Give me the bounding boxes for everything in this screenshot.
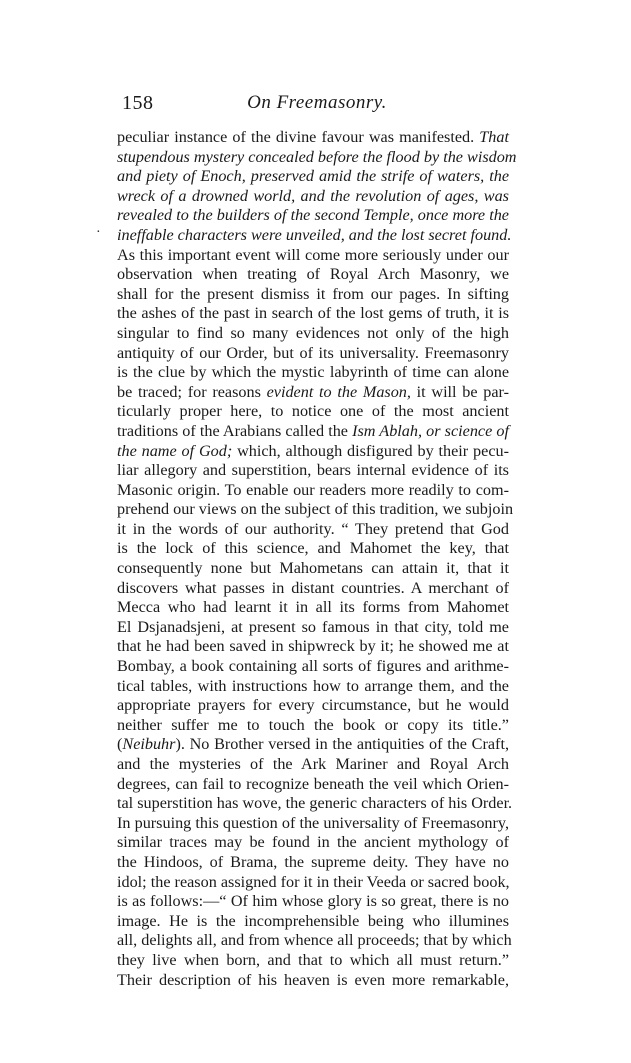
text-run: it will be par- bbox=[410, 382, 509, 401]
running-title: On Freemasonry. bbox=[247, 92, 387, 113]
text-run: antiquity of our Order, but of its universality. Freemasonry bbox=[117, 343, 509, 362]
text-line bbox=[117, 618, 509, 638]
italic-text-run: Neibuhr bbox=[122, 735, 176, 754]
text-line bbox=[117, 579, 509, 599]
text-run: singular to find so many evidences not only of the high bbox=[117, 323, 509, 342]
text-run: In pursuing this question of the universality of Freemasonry, bbox=[117, 813, 509, 832]
text-line bbox=[117, 951, 509, 971]
text-run: it in the words of our authority. “ They pretend that God bbox=[117, 519, 509, 538]
text-run: the Hindoos, of Brama, the supreme deity. They have no bbox=[117, 852, 509, 871]
text-run: ( bbox=[117, 735, 123, 754]
text-line bbox=[117, 363, 509, 383]
text-line bbox=[117, 775, 509, 795]
text-line bbox=[117, 461, 509, 481]
text-line bbox=[117, 814, 509, 834]
text-run: Mecca who had learnt it in all its forms from Mahomet bbox=[117, 598, 509, 617]
text-line bbox=[117, 402, 509, 422]
text-run: and the mysteries of the Ark Mariner and Royal Arch bbox=[117, 755, 509, 773]
text-line bbox=[117, 677, 509, 697]
text-run: similar traces may be found in the ancient mythology of bbox=[117, 833, 509, 852]
text-run: traditions of the Arabians called the bbox=[117, 421, 353, 440]
text-line bbox=[117, 187, 509, 207]
italic-text-run: ineffable characters were unveiled, and the lost secret found. bbox=[117, 225, 512, 244]
text-line bbox=[117, 853, 509, 873]
text-line bbox=[117, 833, 509, 853]
text-line bbox=[117, 500, 514, 520]
text-run: be traced; for reasons bbox=[117, 382, 267, 401]
text-line bbox=[117, 442, 509, 462]
text-line bbox=[117, 520, 509, 540]
text-line bbox=[117, 716, 509, 736]
text-line bbox=[117, 344, 509, 364]
text-run: the ashes of the past in search of the lost gems of truth, it is bbox=[117, 304, 509, 323]
text-run: which, although disfigured by their pecu- bbox=[232, 441, 509, 460]
text-line bbox=[117, 598, 509, 618]
text-line bbox=[117, 696, 509, 716]
text-line bbox=[117, 206, 509, 226]
text-line bbox=[117, 383, 509, 403]
margin-mark: · bbox=[96, 225, 101, 240]
italic-text-run: revealed to the builders of the second Temple, once more the bbox=[117, 206, 509, 225]
text-run: they live when born, and that to which all must return.” bbox=[117, 950, 509, 969]
text-line bbox=[117, 304, 509, 324]
text-line bbox=[117, 559, 509, 579]
text-run: idol; the reason assigned for it in their Veeda or sacred book, bbox=[117, 872, 510, 891]
text-run: neither suffer me to touch the book or copy its title.” bbox=[117, 715, 509, 734]
text-line bbox=[117, 265, 509, 285]
text-run: all, delights all, and from whence all proceeds; that by which bbox=[117, 931, 512, 950]
text-line bbox=[117, 892, 509, 912]
text-run: shall for the present dismiss it from our pages. In sifting bbox=[117, 284, 509, 303]
text-line bbox=[117, 755, 509, 775]
text-run: prehend our views on the subject of this tradition, we subjoin bbox=[117, 500, 514, 519]
text-run: is the lock of this science, and Mahomet the key, that bbox=[117, 539, 509, 558]
text-line bbox=[117, 971, 509, 991]
italic-text-run: the name of God; bbox=[117, 441, 233, 460]
text-line bbox=[117, 481, 509, 501]
page-header bbox=[122, 92, 512, 120]
text-line bbox=[117, 912, 509, 932]
text-run: tal superstition has wove, the generic characters of his Order. bbox=[117, 794, 513, 813]
text-line bbox=[117, 657, 509, 677]
text-line bbox=[117, 873, 509, 893]
text-run: Their description of his heaven is even more remarkable, bbox=[117, 970, 509, 989]
text-run: consequently none but Mahometans can attain it, that it bbox=[117, 559, 509, 578]
italic-text-run: wreck of a drowned world, and the revolution of ages, was bbox=[117, 186, 509, 205]
text-line bbox=[117, 285, 509, 305]
text-line bbox=[117, 931, 512, 951]
body-text bbox=[117, 128, 517, 990]
italic-text-run: That bbox=[479, 128, 509, 146]
italic-text-run: stupendous mystery concealed before the flood by the wisdom bbox=[117, 147, 517, 166]
italic-text-run: Ism Ablah, or science of bbox=[352, 421, 509, 440]
text-run: discovers what passes in distant countries. A merchant of bbox=[117, 578, 509, 597]
text-line bbox=[117, 794, 513, 814]
text-line bbox=[117, 637, 509, 657]
text-line bbox=[117, 246, 509, 266]
text-line bbox=[117, 167, 509, 187]
text-run: Bombay, a book containing all sorts of figures and arithme- bbox=[117, 657, 509, 676]
text-run: Masonic origin. To enable our readers more readily to com- bbox=[117, 480, 509, 499]
text-run: ). No Brother versed in the antiquities of the Craft, bbox=[175, 735, 509, 754]
text-line bbox=[117, 225, 512, 246]
text-run: ticularly proper here, to notice one of the most ancient bbox=[117, 402, 509, 421]
text-run: that he had been saved in shipwreck by it; he showed me at bbox=[117, 637, 509, 656]
text-run: liar allegory and superstition, bears internal evidence of its bbox=[117, 461, 509, 480]
text-line bbox=[117, 422, 509, 442]
text-run: peculiar instance of the divine favour was manifested. bbox=[117, 128, 480, 146]
text-line bbox=[117, 324, 509, 344]
text-line bbox=[117, 735, 509, 755]
italic-text-run: evident to the Mason, bbox=[266, 382, 411, 401]
text-run: observation when treating of Royal Arch Masonry, we bbox=[117, 265, 509, 284]
text-line bbox=[117, 147, 517, 168]
text-run: As this important event will come more seriously under our bbox=[117, 245, 509, 264]
text-run: is as follows:—“ Of him whose glory is so great, there is no bbox=[117, 892, 509, 911]
italic-text-run: and piety of Enoch, preserved amid the strife of waters, the bbox=[117, 167, 509, 186]
text-run: degrees, can fail to recognize beneath the veil which Orien- bbox=[117, 774, 509, 793]
text-run: El Dsjanadsjeni, at present so famous in that city, told me bbox=[117, 617, 509, 636]
text-run: appropriate prayers for every circumstance, but he would bbox=[117, 696, 509, 715]
text-line bbox=[117, 539, 509, 559]
page-number: 158 bbox=[122, 92, 154, 114]
text-line bbox=[117, 128, 509, 148]
text-run: tical tables, with instructions how to arrange them, and the bbox=[117, 676, 509, 695]
text-run: image. He is the incomprehensible being who illumines bbox=[117, 911, 509, 930]
text-run: is the clue by which the mystic labyrinth of time can alone bbox=[117, 363, 509, 382]
